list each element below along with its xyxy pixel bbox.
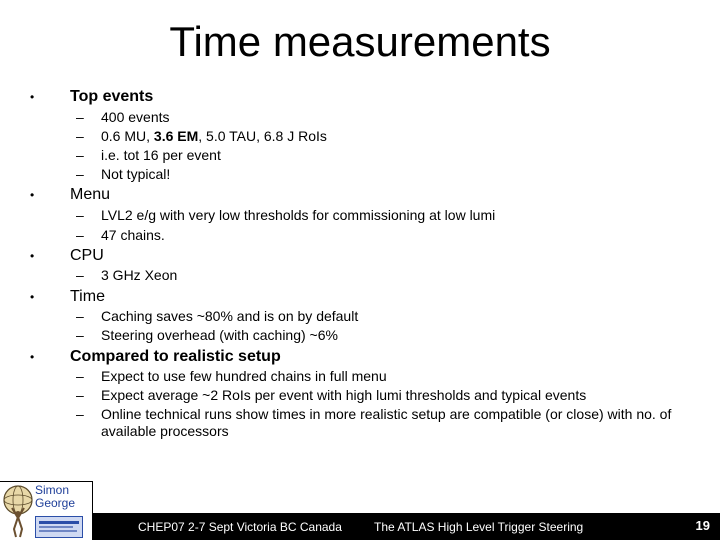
bullet-dot: • (30, 350, 35, 364)
sub-bullet-text: Online technical runs show times in more realistic setup are compatible (or close) with no. of available processors (101, 406, 672, 439)
sub-bullet-dash: – (76, 207, 84, 223)
bullet-time (0, 286, 720, 308)
sub-bullet-dash: – (76, 147, 84, 163)
bullet-dot: • (30, 290, 35, 304)
text-part: 0.6 MU, (101, 128, 154, 144)
bullet-menu (0, 184, 720, 206)
bullet-heading: Time (70, 288, 105, 305)
bullet-heading: Menu (70, 186, 111, 203)
bullet-dot: • (30, 90, 35, 104)
sub-bullet-text: LVL2 e/g with very low thresholds for commissioning at low lumi (101, 207, 496, 223)
presenter-last-name: George (35, 496, 76, 510)
bullet-dot: • (30, 188, 35, 202)
page-number: 19 (695, 518, 710, 533)
sub-bullet-dash: – (76, 308, 84, 324)
presenter-first-name: Simon (35, 483, 70, 497)
sub-bullet-dash: – (76, 387, 84, 403)
text-bold-part: 3.6 EM (153, 128, 199, 144)
sub-bullet-text: Expect average ~2 RoIs per event with high lumi thresholds and typical events (101, 387, 587, 403)
slide-title: Time measurements (169, 18, 551, 65)
sub-bullet-dash: – (76, 267, 84, 283)
sub-bullet-text: 47 chains. (101, 227, 165, 243)
sub-bullet-dash: – (76, 166, 84, 182)
sub-bullet-text: Steering overhead (with caching) ~6% (101, 327, 338, 343)
sub-bullet-text: Expect to use few hundred chains in full menu (101, 368, 387, 384)
bullet-heading: Compared to realistic setup (70, 348, 281, 365)
royal-holloway-stamp-icon (35, 516, 83, 538)
footer-talk-title: The ATLAS High Level Trigger Steering (374, 520, 584, 534)
atlas-logo-icon (2, 484, 34, 543)
sub-bullet-dash: – (76, 109, 84, 125)
sub-bullet-dash: – (76, 227, 84, 243)
sub-bullet-dash: – (76, 368, 84, 384)
sub-bullet-text: Caching saves ~80% and is on by default (101, 308, 359, 324)
sub-bullet-text: 400 events (101, 109, 170, 125)
bullet-top-events (0, 86, 720, 108)
presenter-name (35, 484, 75, 510)
bullet-dot: • (30, 249, 35, 263)
sub-bullet-text (101, 128, 711, 145)
bullet-cpu (0, 245, 720, 267)
sub-bullet-text: Not typical! (101, 166, 171, 182)
bullet-heading: CPU (70, 247, 104, 264)
sub-bullet-dash: – (76, 128, 84, 144)
text-part: , 5.0 TAU, 6.8 J RoIs (198, 128, 327, 144)
footer-conference: CHEP07 2-7 Sept Victoria BC Canada (138, 520, 342, 534)
sub-bullet-text: i.e. tot 16 per event (101, 147, 221, 163)
sub-bullet-dash: – (76, 327, 84, 343)
sub-bullet-dash: – (76, 406, 84, 422)
bullet-compared-to-realistic-setup (0, 346, 720, 368)
sub-bullet-text: 3 GHz Xeon (101, 267, 178, 283)
bullet-heading: Top events (70, 88, 154, 105)
footer-bar (0, 513, 720, 540)
